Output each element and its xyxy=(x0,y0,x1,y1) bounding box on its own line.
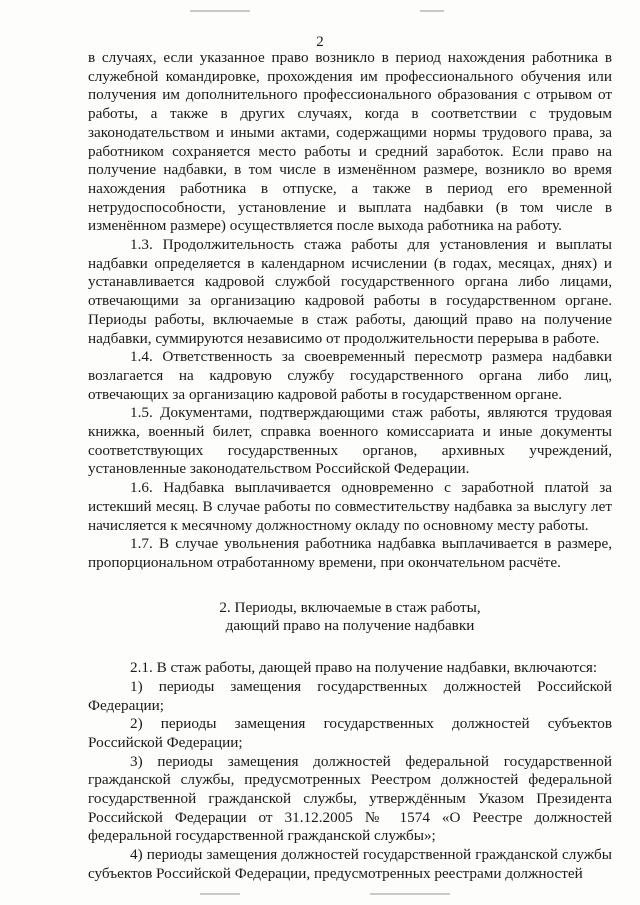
scan-artifact-bottom-right xyxy=(370,893,450,895)
document-body xyxy=(88,49,612,884)
intro-paragraphs xyxy=(88,49,612,573)
section-heading-line-1: 2. Периоды, включаемые в стаж работы, xyxy=(219,598,481,616)
paragraph-2-1-4: 4) периоды замещения должностей государственной гражданской службы субъектов Российской Федерации, предусмотренных реестрами должностей xyxy=(88,846,612,882)
scan-artifact-top-right xyxy=(420,10,444,12)
section-heading xyxy=(88,599,612,636)
paragraph-1-4: 1.4. Ответственность за своевременный пересмотр размера надбавки возлагается на кадровую службу государственного органа либо лиц, отвечающих за организацию кадровой работы в государственном органе. xyxy=(88,348,612,403)
paragraph-2-1-1: 1) периоды замещения государственных должностей Российской Федерации; xyxy=(88,677,612,714)
paragraph-1-3: 1.3. Продолжительность стажа работы для установления и выплаты надбавки определяется в календарном исчислении (в годах, месяцах, днях) и устанавливается кадровой службой государственного органа либо лицами, отвечающими за организацию кадровой работы в государственном органе. Периоды работы, включаемые в стаж работы, дающий право на получение надбавки, суммируются независимо от продолжительности перерыва в работе. xyxy=(88,236,612,347)
paragraph-1-7: 1.7. В случае увольнения работника надбавка выплачивается в размере, пропорциональном отработанному времени, при окончательном расчёте. xyxy=(88,535,612,571)
paragraph-1-5: 1.5. Документами, подтверждающими стаж работы, являются трудовая книжка, военный билет, справка военного комиссариата и иные документы соответствующих государственных органов, архивных учреждений, установленные законодательством Российской Федерации. xyxy=(88,404,612,478)
paragraph-2-1-3: 3) периоды замещения должностей федеральной государственной гражданской службы, предусмотренных Реестром должностей федеральной государственной гражданской службы, утверждённым Указом Президента Российской Федерации от 31.12.2005 № 1574 «О Реестре должностей федеральной государственной гражданской службы»; xyxy=(88,752,612,845)
scan-artifact-top xyxy=(190,10,250,12)
paragraph-1-6: 1.6. Надбавка выплачивается одновременно с заработной платой за истекший месяц. В случае работы по совместительству надбавка за выслугу лет начисляется к месячному должностному окладу по основному месту работы. xyxy=(88,479,612,534)
paragraph-2-1-2: 2) периоды замещения государственных должностей субъектов Российской Федерации; xyxy=(88,715,612,751)
paragraph-2-1: 2.1. В стаж работы, дающей право на получение надбавки, включаются: xyxy=(130,659,598,677)
section-heading-line-2: дающий право на получение надбавки xyxy=(225,617,475,635)
paragraph-cont: в случаях, если указанное право возникло в период нахождения работника в служебной командировке, прохождения им профессионального обучения или получения им дополнительного профессионального образования с отрывом от работы, а также в других случаях, когда в соответствии с трудовым законодательством и иными актами, содержащими нормы трудового права, за работником сохраняется место работы и средний заработок. Если право на получение надбавки, в том числе в изменённом размере, возникло во время нахождения работника в отпуске, а также в период его временной нетрудоспособности, установление и выплата надбавки (в том числе в изменённом размере) осуществляется после выхода работника на работу. xyxy=(88,49,612,235)
section-2-paragraphs xyxy=(88,659,612,883)
scan-artifact-bottom xyxy=(200,893,240,895)
page-number: 2 xyxy=(316,34,324,50)
